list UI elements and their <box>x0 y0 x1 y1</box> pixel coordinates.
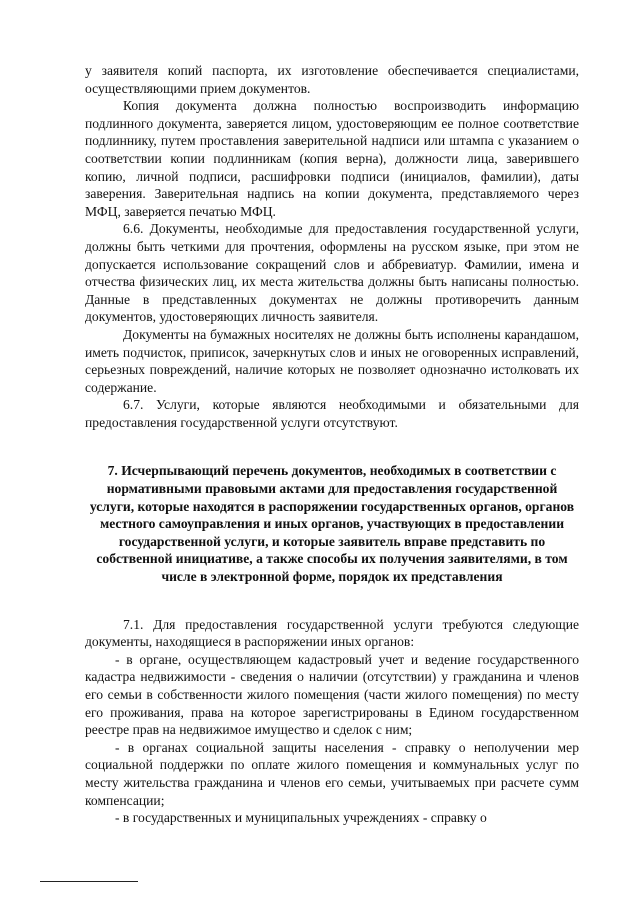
list-item-state-institutions: - в государственных и муниципальных учреждениях - справку о <box>115 810 487 826</box>
paragraph-6-7: 6.7. Услуги, которые являются необходимыми и обязательными для предоставления государственной услуги отсутствуют. <box>85 397 579 430</box>
paragraph-passport-copies: у заявителя копий паспорта, их изготовление обеспечивается специалистами, осуществляющими прием документов. <box>85 63 579 96</box>
paragraph-copy-certification: Копия документа должна полностью воспроизводить информацию подлинного документа, заверяется лицом, удостоверяющим ее полное соответствие подлиннику, путем проставления заверительной надписи или штампа с указанием о соответствии копии подлинникам (копия верна), должности лица, заверившего копию, личной подписи, расшифровки подписи (инициалов, фамилии), даты заверения. Заверительная надпись на копии документа, представляемого через МФЦ, заверяется печатью МФЦ. <box>85 98 579 219</box>
list-item-social-protection: - в органах социальной защиты населения - справку о неполучении мер социальной поддержки по оплате жилого помещения и коммунальных услуг по месту жительства гражданина и членов его семьи, учитываемых при расчете сумм компенсации; <box>85 739 579 808</box>
footnote-divider <box>40 881 138 882</box>
section-7-heading: 7. Исчерпывающий перечень документов, необходимых в соответствии с нормативными правовыми актами для предоставления государственной услуги, которые находятся в распоряжении государственных органов, органов местного самоуправления и иных органов, участвующих в предоставлении государственной услуги, и которые заявитель вправе представить по собственной инициативе, а также способы их получения заявителями, в том числе в электронной форме, порядок их представления <box>89 463 575 585</box>
paragraph-paper-documents: Документы на бумажных носителях не должны быть исполнены карандашом, иметь подчисток, приписок, зачеркнутых слов и иных не оговоренных исправлений, серьезных повреждений, наличие которых не позволяет однозначно истолковать их содержание. <box>85 326 579 395</box>
paragraph-6-6: 6.6. Документы, необходимые для предоставления государственной услуги, должны быть четкими для прочтения, оформлены на русском языке, при этом не допускается использование сокращений слов и аббревиатур. Фамилии, имена и отчества физических лиц, их места жительства должны быть написаны полностью. Данные в представленных документах не должны противоречить данным документов, удостоверяющих личность заявителя. <box>85 221 579 325</box>
document-page <box>85 62 579 827</box>
list-item-cadastre: - в органе, осуществляющем кадастровый учет и ведение государственного кадастра недвижимости - сведения о наличии (отсутствии) у гражданина и членов его семьи в собственности жилого помещения (части жилого помещения) по месту его проживания, права на которое зарегистрированы в Едином государственном реестре прав на недвижимое имущество и сделок с ним; <box>85 651 579 738</box>
paragraph-7-1: 7.1. Для предоставления государственной услуги требуются следующие документы, находящиеся в распоряжении иных органов: <box>85 616 579 650</box>
